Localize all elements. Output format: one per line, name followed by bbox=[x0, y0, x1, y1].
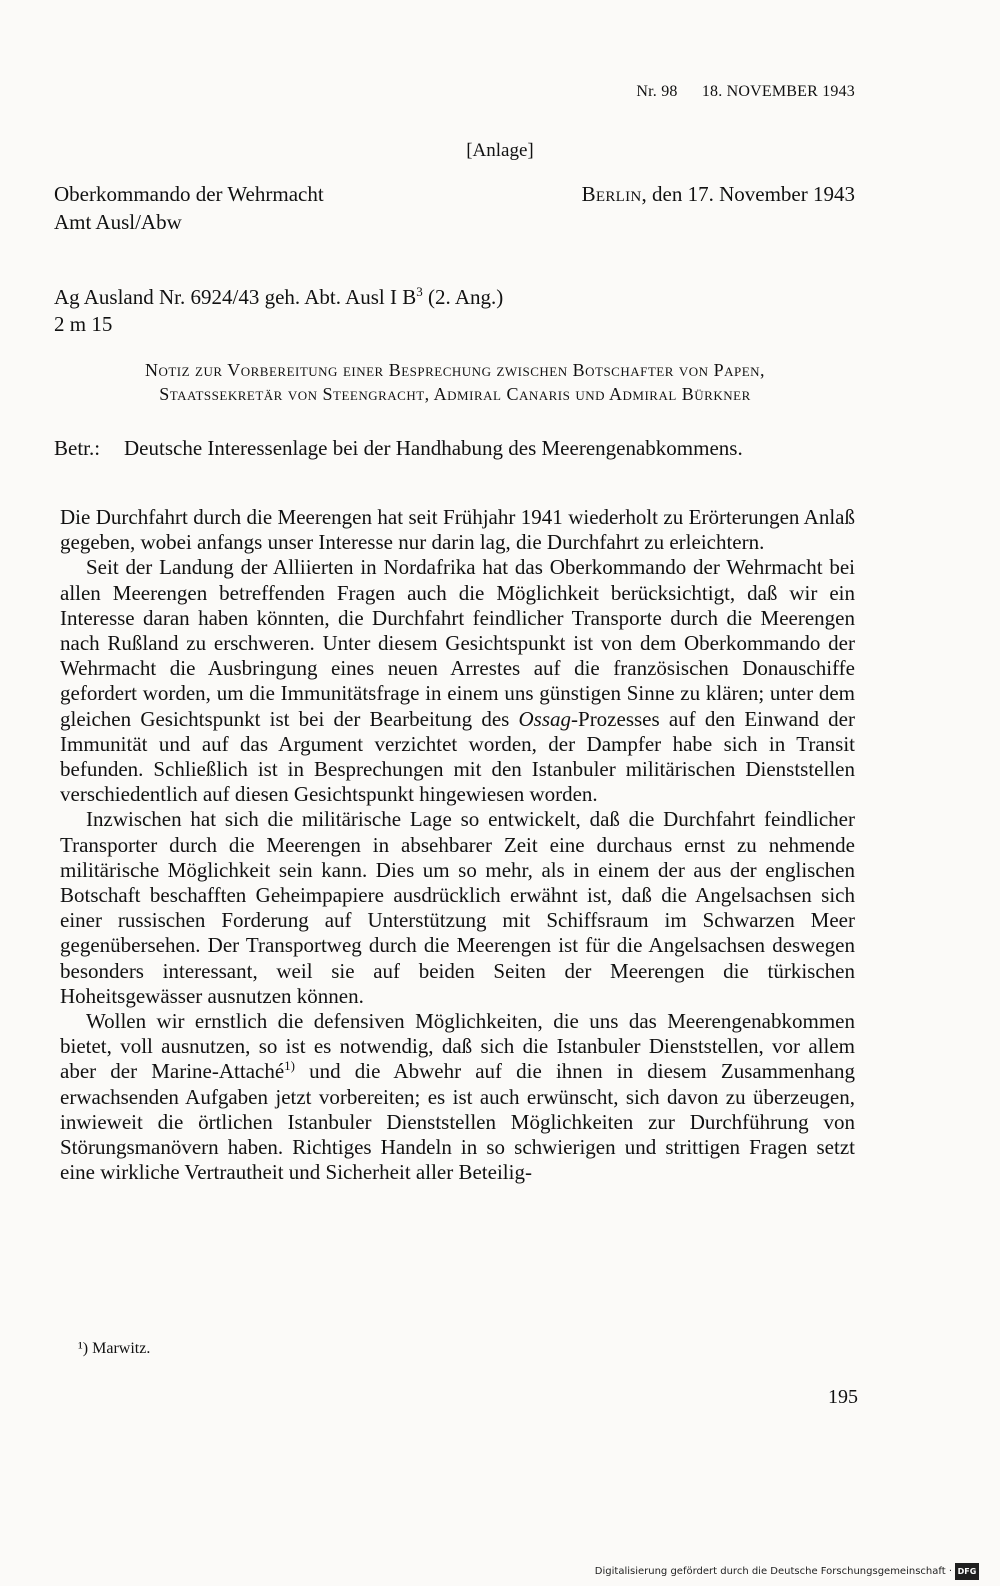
sender-block bbox=[54, 180, 324, 236]
reference-text: Ag Ausland Nr. 6924/43 geh. Abt. Ausl I B bbox=[54, 285, 417, 309]
dfg-logo-icon: DFG bbox=[955, 1563, 979, 1580]
reference-block bbox=[54, 284, 503, 338]
running-header bbox=[560, 83, 855, 101]
subject-text: Deutsche Interessenlage bei der Handhabung des Meerengenabkommens. bbox=[124, 436, 743, 460]
reference-line-1 bbox=[54, 284, 503, 311]
reference-suffix: (2. Ang.) bbox=[422, 285, 504, 309]
reference-superscript: 3 bbox=[416, 284, 423, 299]
reference-line-2: 2 m 15 bbox=[54, 312, 113, 336]
place: Berlin bbox=[581, 182, 642, 206]
paragraph-4 bbox=[60, 1009, 855, 1185]
sender-line-2: Amt Ausl/Abw bbox=[54, 210, 182, 234]
paragraph-4-part-b: und die Abwehr auf die ihnen in diesem Zusammenhang erwachsenden Aufgaben jetzt vorbereiten; es ist auch erwünscht, sich davon zu überzeugen, inwieweit die örtlichen Istanbuler Dienststellen Möglichkeiten zur Durchführung von Störungsmanövern haben. Richtiges Handeln in so schwierigen und strittigen Fragen setzt eine wirkliche Vertrautheit und Sicherheit aller Beteilig- bbox=[60, 1059, 855, 1185]
letter-date: , den 17. November 1943 bbox=[641, 182, 855, 206]
footnote: ¹) Marwitz. bbox=[78, 1340, 151, 1357]
body-text bbox=[60, 505, 855, 1185]
ossag-italic: Ossag bbox=[518, 706, 572, 731]
sender-line-1: Oberkommando der Wehrmacht bbox=[54, 182, 324, 206]
subject-label: Betr.: bbox=[54, 436, 101, 460]
paragraph-2 bbox=[60, 555, 855, 807]
document-number: Nr. 98 bbox=[636, 83, 678, 100]
digitization-credit: Digitalisierung gefördert durch die Deutsche Forschungsgemeinschaft · bbox=[594, 1566, 952, 1577]
paragraph-2-part-a: Seit der Landung der Alliierten in Nordafrika hat das Oberkommando der Wehrmacht bei allen Meerengen betreffenden Fragen auch die Möglichkeit berücksichtigt, daß wir ein Interesse daran haben könnten, die Durchfahrt feindlicher Transporte durch die Meerengen nach Rußland zu erschweren. Unter diesem Gesichtspunkt ist von dem Oberkommando der Wehrmacht die Ausbringung eines neuen Arrestes auf die französischen Donauschiffe gefordert worden, um die Immunitätsfrage in einem uns günstigen Sinne zu klären; unter dem gleichen Gesichtspunkt ist bei der Bearbeitung des bbox=[60, 555, 855, 731]
place-date bbox=[500, 180, 855, 208]
notiz-heading bbox=[54, 358, 856, 406]
paragraph-2-part-b: -Prozesses auf den Einwand der Immunität und auf das Argument verzichtet worden, der Dampfer habe sich in Transit befunden. Schließlich ist in Besprechungen mit den Istanbuler militärischen Dienststellen verschiedentlich auf diesen Gesichtspunkt hingewiesen worden. bbox=[60, 706, 855, 807]
footnote-marker: 1) bbox=[284, 1058, 296, 1074]
notiz-line-1: Notiz zur Vorbereitung einer Besprechung zwischen Botschafter von Papen, bbox=[144, 360, 766, 380]
paragraph-3: Inzwischen hat sich die militärische Lage so entwickelt, daß die Durchfahrt feindlicher Transporter durch die Meerengen in absehbarer Zeit eine durchaus ernst zu nehmende militärische Möglichkeit sein kann. Dies um so mehr, als in einem der aus der englischen Botschaft beschafften Geheimpapiere ausdrücklich erwähnt ist, daß die Angelsachsen sich einer russischen Forderung auf Unterstützung mit Schiffsraum im Schwarzen Meer gegenübersehen. Der Transportweg durch die Meerengen ist für die Angelsachsen deswegen besonders interessant, weil sie auf beiden Seiten der Meerengen die türkischen Hoheitsgewässer ausnutzen können. bbox=[60, 807, 855, 1008]
attachment-label: [Anlage] bbox=[466, 140, 534, 161]
paragraph-1: Die Durchfahrt durch die Meerengen hat seit Frühjahr 1941 wiederholt zu Erörterungen Anlaß gegeben, wobei anfangs unser Interesse nur darin lag, die Durchfahrt zu erleichtern. bbox=[60, 505, 855, 555]
paragraph-4-part-a: Wollen wir ernstlich die defensiven Möglichkeiten, die uns das Meerengenabkommen bietet, voll ausnutzen, so ist es notwendig, daß sich die Istanbuler Dienststellen, vor allem aber der Marine-Attaché bbox=[60, 1009, 855, 1084]
subject-line bbox=[54, 434, 856, 463]
page-number: 195 bbox=[828, 1386, 858, 1408]
notiz-line-2: Staatssekretär von Steengracht, Admiral Canaris und Admiral Bürkner bbox=[159, 384, 751, 404]
header-date: 18. NOVEMBER 1943 bbox=[701, 83, 855, 100]
